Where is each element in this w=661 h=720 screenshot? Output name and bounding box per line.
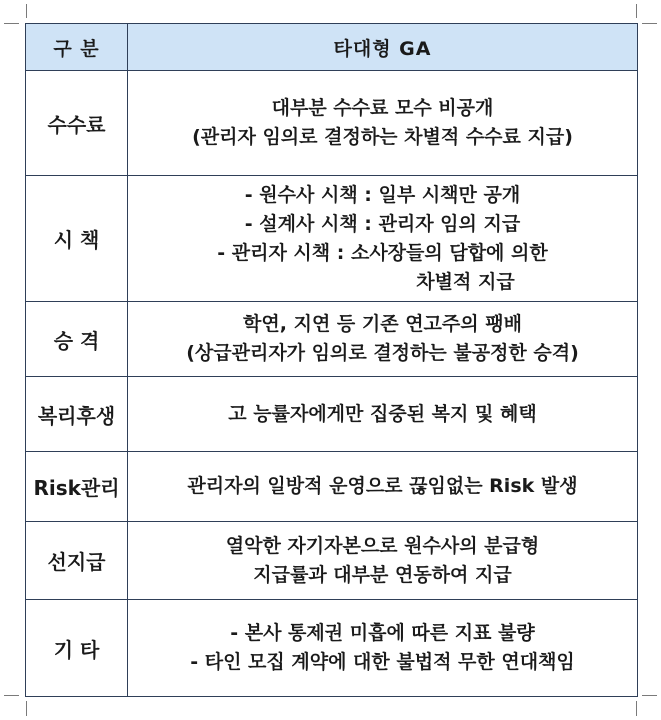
content-line: - 설계사 시책 : 관리자 임의 지급: [244, 212, 521, 235]
content-line: (상급관리자가 임의로 결정하는 불공정한 승격): [186, 342, 579, 364]
header-row: [26, 24, 638, 71]
crop-mark: [636, 701, 637, 716]
row-content: [128, 176, 638, 302]
row-content: [128, 452, 638, 522]
content-line: (관리자 임의로 결정하는 차별적 수수료 지급): [192, 126, 573, 148]
content-line: - 관리자 시책 : 소사장들의 담합에 의한: [217, 241, 548, 264]
content-line: 열악한 자기자본으로 원수사의 분급형: [225, 534, 540, 557]
table-row: [26, 600, 638, 697]
content-line: 지급률과 대부분 연동하여 지급: [253, 563, 512, 586]
content-line: - 본사 통제권 미흡에 따른 지표 불량: [230, 622, 535, 644]
header-category: 구 분: [26, 24, 128, 71]
table-row: [26, 377, 638, 452]
content-line: 관리자의 일방적 운영으로 끊임없는 Risk 발생: [187, 475, 578, 497]
table-row: [26, 302, 638, 377]
content-line: 차별적 지급: [416, 270, 515, 293]
row-label: 시 책: [26, 176, 128, 302]
table-row: [26, 522, 638, 600]
crop-mark: [642, 23, 657, 24]
crop-mark: [642, 695, 657, 696]
row-label: 선지급: [26, 522, 128, 600]
table-row: [26, 176, 638, 302]
row-label: Risk관리: [26, 452, 128, 522]
row-label: 기 타: [26, 600, 128, 697]
content-line: 고 능률자에게만 집중된 복지 및 혜택: [228, 402, 537, 425]
row-content: [128, 600, 638, 697]
content-line: 대부분 수수료 모수 비공개: [271, 97, 494, 119]
row-content: [128, 71, 638, 176]
crop-mark: [4, 23, 19, 24]
content-line: - 원수사 시책 : 일부 시책만 공개: [244, 183, 521, 206]
row-content: [128, 302, 638, 377]
row-label: 승 격: [26, 302, 128, 377]
table-row: [26, 452, 638, 522]
comparison-table: [25, 23, 638, 697]
crop-mark: [26, 701, 27, 716]
crop-mark: [636, 4, 637, 18]
table-row: [26, 71, 638, 176]
crop-mark: [26, 4, 27, 18]
header-type: 타대형 GA: [128, 24, 638, 71]
row-label: 복리후생: [26, 377, 128, 452]
crop-mark: [4, 695, 19, 696]
content-line: - 타인 모집 계약에 대한 불법적 무한 연대책임: [190, 651, 575, 673]
row-label: 수수료: [26, 71, 128, 176]
row-content: [128, 522, 638, 600]
row-content: [128, 377, 638, 452]
content-line: 학연, 지연 등 기존 연고주의 팽배: [243, 313, 522, 335]
